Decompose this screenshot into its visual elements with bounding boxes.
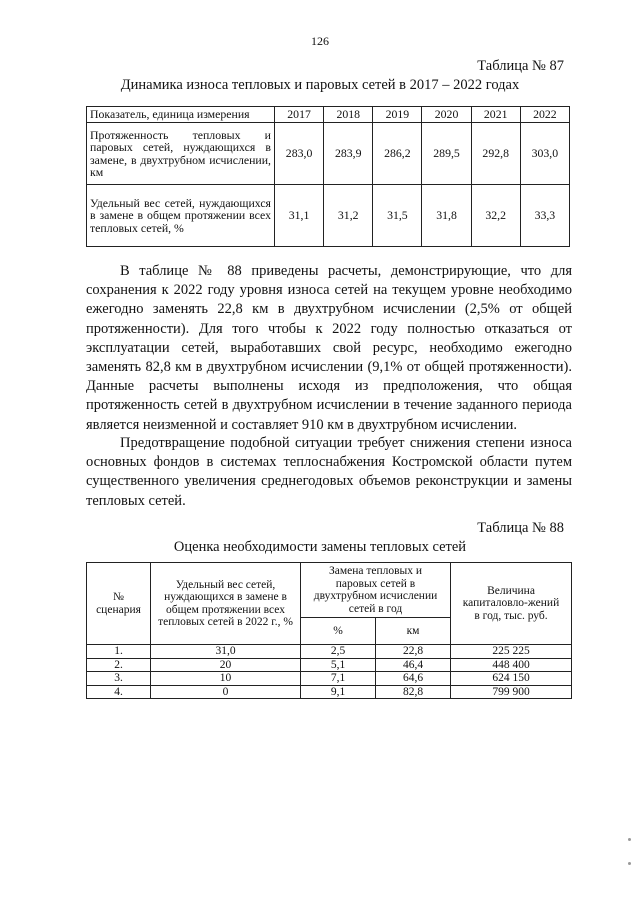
- table-row: [87, 645, 572, 659]
- table-87-label: Таблица № 87: [477, 58, 564, 74]
- capex-value: 225 225: [451, 645, 572, 659]
- table-88: [86, 562, 572, 699]
- share-value: 31,0: [151, 645, 301, 659]
- table-87-cell: 286,2: [373, 123, 422, 185]
- table-88-header-km: км: [376, 618, 451, 645]
- table-87-cell: 31,5: [373, 185, 422, 247]
- table-row: [87, 685, 572, 699]
- km-value: 64,6: [376, 672, 451, 686]
- table-87-cell: 303,0: [520, 123, 569, 185]
- table-87-cell: 31,2: [324, 185, 373, 247]
- table-87-cell: 33,3: [520, 185, 569, 247]
- table-87-cell: 31,1: [275, 185, 324, 247]
- share-value: 0: [151, 685, 301, 699]
- percent-value: 7,1: [301, 672, 376, 686]
- table-88-header-row: [87, 563, 572, 618]
- paragraph-1-text: В таблице № 88 приведены расчеты, демонстрирующие, что для сохранения к 2022 году уровня износа сетей на текущем уровне необходимо ежегодно заменять 22,8 км в двухтрубном исчислении (2,5% от общей протяженности). Для того чтобы к 2022 году полностью отказаться от эксплуатации сетей, выработавших свой ресурс, необходимо ежегодно заменять 82,8 км в двухтрубном исчислении (9,1% от общей протяженности). Данные расчеты выполнены исходя из предположения, что общая протяженность сетей в двухтрубном исчислении в течение заданного периода является неизменной и составляет 910 км в двухтрубном исчислении.: [86, 263, 572, 433]
- capex-value: 448 400: [451, 658, 572, 672]
- scenario-number: 3.: [87, 672, 151, 686]
- capex-value: 799 900: [451, 685, 572, 699]
- table-87: [86, 106, 570, 247]
- scan-mark: [628, 838, 631, 841]
- scan-mark: [628, 862, 631, 865]
- scenario-number: 1.: [87, 645, 151, 659]
- page-number: 126: [311, 34, 329, 48]
- scenario-number: 2.: [87, 658, 151, 672]
- km-value: 82,8: [376, 685, 451, 699]
- table-88-header-replacement: Замена тепловых и паровых сетей в двухтрубном исчислении сетей в год: [301, 563, 451, 618]
- table-87-row-label: Протяженность тепловых и паровых сетей, нуждающихся в замене, в двухтрубном исчислении, км: [87, 123, 275, 185]
- table-87-title: Динамика износа тепловых и паровых сетей в 2017 – 2022 годах: [120, 77, 520, 93]
- table-row: [87, 658, 572, 672]
- table-88-title: Оценка необходимости замены тепловых сетей: [173, 539, 467, 555]
- paragraph-2-text: Предотвращение подобной ситуации требует снижения степени износа основных фондов в системах теплоснабжения Костромской области путем существенного увеличения среднегодовых объемов реконструкции и замены тепловых сетей.: [86, 435, 572, 509]
- table-87-cell: 292,8: [471, 123, 520, 185]
- table-88-label: Таблица № 88: [477, 520, 564, 536]
- table-87-header-row: [87, 107, 570, 123]
- table-87-header-year: 2019: [373, 107, 422, 123]
- table-88-header-scenario: № сценария: [87, 563, 151, 645]
- paragraph-1: [86, 262, 572, 435]
- table-87-cell: 32,2: [471, 185, 520, 247]
- table-87-header-year: 2017: [275, 107, 324, 123]
- km-value: 46,4: [376, 658, 451, 672]
- table-row: [87, 123, 570, 185]
- percent-value: 2,5: [301, 645, 376, 659]
- table-87-header-year: 2021: [471, 107, 520, 123]
- table-87-cell: 283,9: [324, 123, 373, 185]
- table-87-cell: 283,0: [275, 123, 324, 185]
- table-87-header-year: 2022: [520, 107, 569, 123]
- percent-value: 5,1: [301, 658, 376, 672]
- table-88-header-capex: Величина капиталовло-жений в год, тыс. руб.: [451, 563, 572, 645]
- table-87-cell: 289,5: [422, 123, 471, 185]
- paragraph-2: [86, 434, 572, 511]
- table-87-header-year: 2018: [324, 107, 373, 123]
- table-87-header-indicator: Показатель, единица измерения: [87, 107, 275, 123]
- share-value: 10: [151, 672, 301, 686]
- table-87-header-year: 2020: [422, 107, 471, 123]
- table-row: [87, 185, 570, 247]
- table-row: [87, 672, 572, 686]
- km-value: 22,8: [376, 645, 451, 659]
- table-88-header-percent: %: [301, 618, 376, 645]
- percent-value: 9,1: [301, 685, 376, 699]
- scenario-number: 4.: [87, 685, 151, 699]
- table-87-row-label: Удельный вес сетей, нуждающихся в замене в общем протяжении всех тепловых сетей, %: [87, 185, 275, 247]
- table-88-header-share: Удельный вес сетей, нуждающихся в замене в общем протяжении всех тепловых сетей в 2022 г., %: [151, 563, 301, 645]
- capex-value: 624 150: [451, 672, 572, 686]
- table-87-cell: 31,8: [422, 185, 471, 247]
- share-value: 20: [151, 658, 301, 672]
